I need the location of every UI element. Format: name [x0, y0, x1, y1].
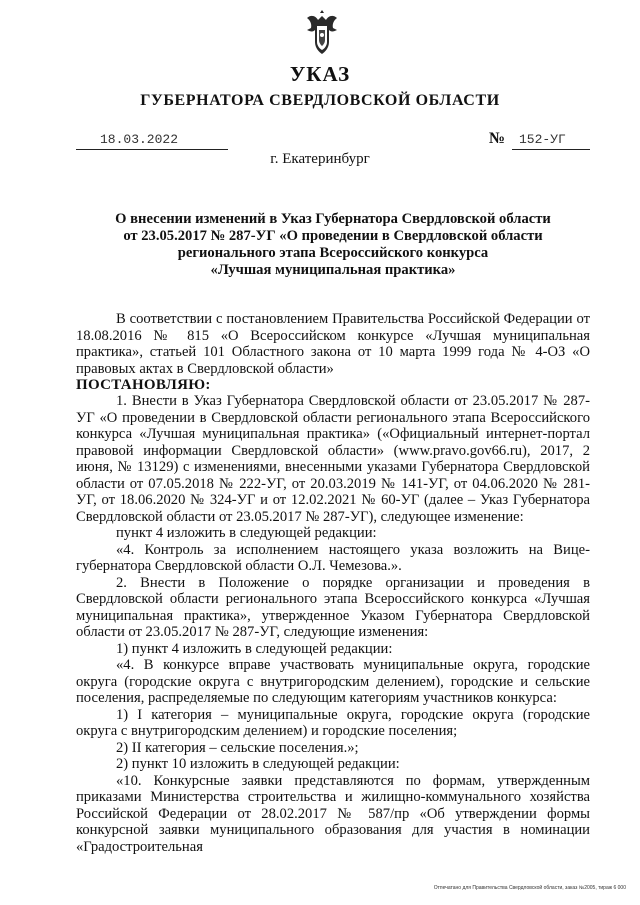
number-sign: №: [489, 130, 506, 147]
print-note: Отпечатано для Правительства Свердловской области, заказ №2005, тираж 6 000: [433, 885, 626, 891]
heading-line: регионального этапа Всероссийского конкурса: [177, 245, 489, 261]
city: г. Екатеринбург: [270, 151, 370, 167]
doc-number: 152-УГ: [519, 132, 566, 147]
paragraph-2e: 2) пункт 10 изложить в следующей редакции:: [116, 756, 400, 772]
paragraph-2: 2. Внести в Положение о порядке организации и проведения в Свердловской области регионального этапа Всероссийского конкурса «Лучшая муниципальная практика», утвержденное Указом Губернатора Свердловской области от 23.05.2017 № 287-УГ, следующие изменения:: [76, 574, 590, 640]
decree-word: ПОСТАНОВЛЯЮ:: [76, 377, 211, 393]
paragraph-1b: «4. Контроль за исполнением настоящего указа возложить на Вице-губернатора Свердловской области О.Л. Чемезова.».: [76, 541, 590, 574]
date-underline: [76, 149, 228, 150]
doc-heading: [76, 211, 590, 279]
paragraph-2f: «10. Конкурсные заявки представляются по формам, утвержденным приказами Министерства строительства и жилищно-коммунального хозяйства Российской Федерации от 28.02.2017 № 587/пр «Об утверждении формы конкурсной заявки муниципального образования для участия в номинации «Градостроительная: [76, 772, 590, 855]
paragraph-1a: пункт 4 изложить в следующей редакции:: [116, 525, 377, 541]
issuer-title: ГУБЕРНАТОРА СВЕРДЛОВСКОЙ ОБЛАСТИ: [140, 92, 500, 109]
paragraph-2d: 2) II категория – сельские поселения.»;: [116, 739, 359, 756]
paragraph-1: 1. Внести в Указ Губернатора Свердловской области от 23.05.2017 № 287-УГ «О проведении в Свердловской области регионального этапа Всероссийского конкурса «Лучшая муниципальная практика» («Официальный интернет-портал правовой информации Свердловской области» (www.pravo.gov66.ru), 2017, 2 июня, № 13129) с изменениями, внесенными указами Губернатора Свердловской области от 07.05.2018 № 222-УГ, от 20.03.2019 № 141-УГ, от 04.06.2020 № 281-УГ, от 18.06.2020 № 324-УГ и от 12.02.2021 № 60-УГ (далее – Указ Губернатора Свердловской области от 23.05.2017 № 287-УГ), следующее изменение:: [76, 393, 590, 525]
doc-date: 18.03.2022: [100, 132, 179, 147]
doc-type-title: УКАЗ: [289, 62, 351, 86]
preamble-paragraph: В соответствии с постановлением Правительства Российской Федерации от 18.08.2016 № 815 «О Всероссийском конкурсе «Лучшая муниципальная практика», статьей 101 Областного закона от 10 марта 1999 года № 4-ОЗ «О правовых актах в Свердловской области»: [76, 311, 590, 377]
heading-line: «Лучшая муниципальная практика»: [210, 262, 456, 278]
doc-body: [76, 311, 590, 855]
paragraph-2c: 1) I категория – муниципальные округа, городские округа (городские округа с внутригородским делением) и городские поселения;: [76, 706, 590, 739]
heading-line: О внесении изменений в Указ Губернатора Свердловской области: [115, 211, 551, 227]
coat-of-arms-icon: [303, 8, 341, 56]
paragraph-2a: 1) пункт 4 изложить в следующей редакции:: [116, 640, 393, 657]
number-underline: [512, 149, 590, 150]
paragraph-2b: «4. В конкурсе вправе участвовать муниципальные округа, городские округа (городские округа с внутригородским делением), городские и сельские поселения, распределяемые по следующим категориям участников конкурса:: [76, 657, 590, 706]
heading-line: от 23.05.2017 № 287-УГ «О проведении в Свердловской области: [123, 228, 543, 244]
